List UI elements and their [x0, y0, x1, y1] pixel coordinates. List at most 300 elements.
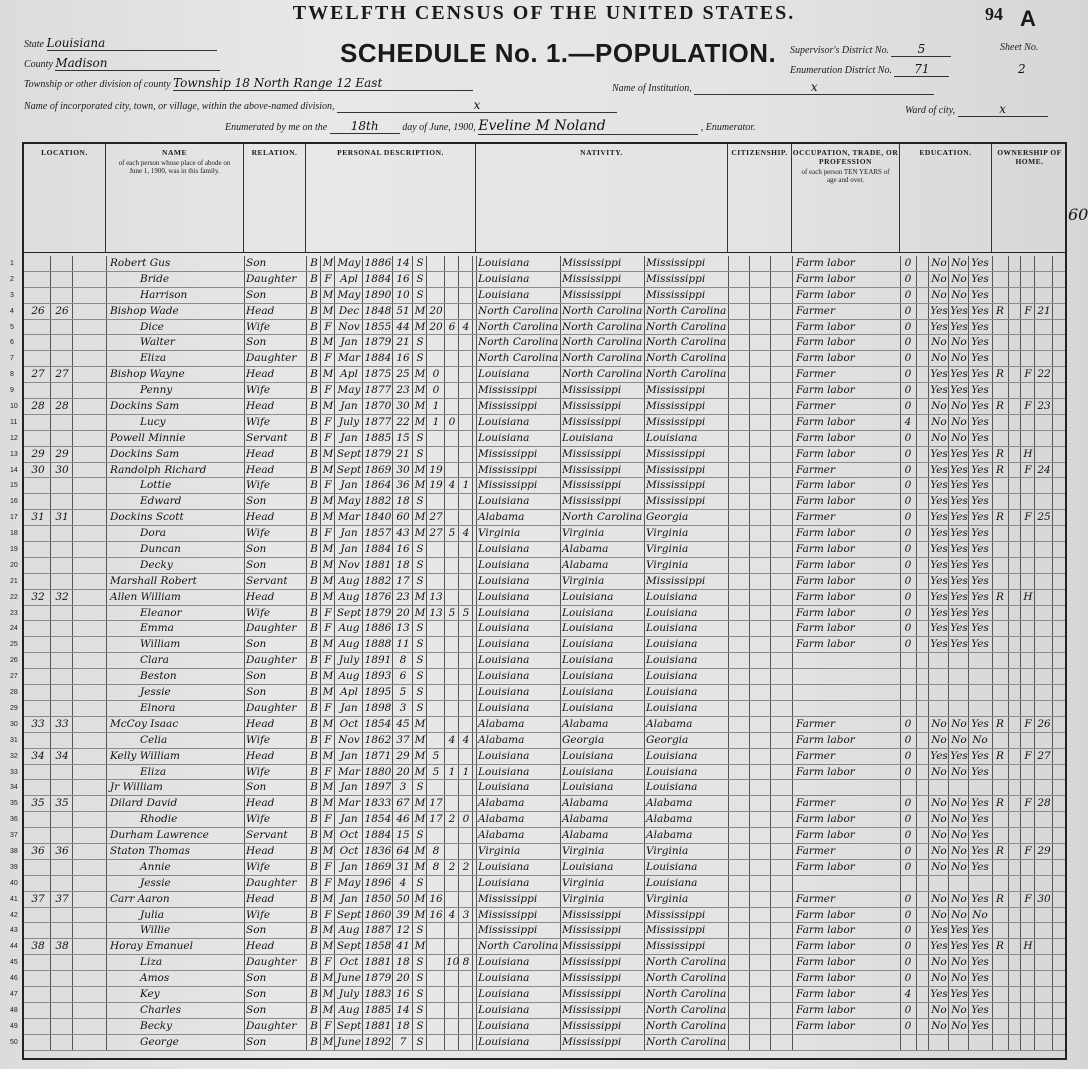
table-row — [10, 494, 1065, 510]
farm-schedule: 21 — [1037, 304, 1051, 317]
age: 6 — [399, 670, 407, 683]
farm-schedule — [1036, 558, 1052, 573]
dwelling-number: 29 — [31, 447, 45, 460]
birth-year: 1848 — [364, 304, 392, 317]
city-value: x — [337, 98, 617, 113]
family-number: 33 — [55, 717, 69, 730]
line-number: 12 — [10, 434, 18, 442]
birth-year: 1854 — [364, 813, 392, 826]
speaks-english: Yes — [971, 606, 989, 619]
birth-month: Jan — [340, 892, 358, 905]
owned-rented — [994, 765, 1006, 780]
table-row — [10, 288, 1065, 304]
birth-month: Jan — [340, 860, 358, 873]
years-married — [428, 1019, 444, 1034]
can-write: No — [951, 797, 967, 810]
person-name: Eleanor — [140, 606, 182, 619]
birth-month: Mar — [337, 765, 361, 778]
occupation: Farm labor — [796, 336, 855, 349]
months-unemployed: 0 — [904, 972, 912, 985]
father-birthplace: Mississippi — [562, 463, 622, 476]
birth-month: May — [337, 876, 361, 889]
dwelling-number — [28, 558, 48, 573]
owned-rented: R — [996, 717, 1004, 730]
years-married — [428, 685, 444, 700]
farm-schedule — [1036, 971, 1052, 986]
farm-or-house — [1022, 415, 1034, 430]
mother-birthplace: North Carolina — [646, 320, 727, 333]
speaks-english: Yes — [971, 765, 989, 778]
farm-or-house: F — [1024, 717, 1032, 730]
marital-status: M — [414, 892, 426, 905]
children-born — [446, 844, 458, 859]
birth-year: 1884 — [364, 352, 392, 365]
county-value: Madison — [55, 56, 220, 71]
color: B — [310, 400, 318, 413]
birth-month: Mar — [337, 511, 361, 524]
line-number: 31 — [10, 736, 18, 744]
dwelling-number — [28, 765, 48, 780]
children-living — [460, 415, 472, 430]
father-birthplace: Mississippi — [562, 940, 622, 953]
color: B — [310, 908, 318, 921]
can-write: No — [951, 733, 967, 746]
dwelling-number: 26 — [31, 304, 45, 317]
occupation: Farmer — [796, 368, 836, 381]
line-number: 8 — [10, 371, 14, 379]
marital-status: M — [414, 400, 426, 413]
state-line — [24, 36, 217, 51]
owned-rented — [994, 1035, 1006, 1050]
farm-or-house — [1022, 1035, 1034, 1050]
township-line — [24, 76, 473, 91]
age: 10 — [396, 288, 410, 301]
line-number: 20 — [10, 561, 18, 569]
years-married: 27 — [429, 527, 443, 540]
relation: Head — [246, 304, 275, 317]
farm-schedule — [1036, 765, 1052, 780]
ward-line — [905, 102, 1048, 117]
person-name: Bride — [140, 272, 170, 285]
children-living — [460, 653, 472, 668]
farm-or-house — [1022, 478, 1034, 493]
dwelling-number — [28, 415, 48, 430]
owned-rented — [994, 272, 1006, 287]
age: 41 — [396, 940, 410, 953]
sex: F — [324, 876, 332, 889]
person-name: Lottie — [140, 479, 172, 492]
birth-year: 1858 — [364, 940, 392, 953]
color: B — [310, 765, 318, 778]
birthplace: Virginia — [478, 844, 521, 857]
marital-status: M — [414, 844, 426, 857]
birth-year: 1871 — [364, 749, 392, 762]
age: 23 — [396, 590, 410, 603]
children-living — [460, 780, 472, 795]
farm-schedule — [1036, 876, 1052, 891]
color: B — [310, 431, 318, 444]
farm-schedule — [1036, 256, 1052, 271]
months-unemployed: 0 — [904, 352, 912, 365]
years-married: 5 — [432, 749, 440, 762]
marital-status: S — [416, 574, 424, 587]
farm-or-house — [1022, 320, 1034, 335]
speaks-english: Yes — [971, 956, 989, 969]
sex: M — [322, 797, 334, 810]
mother-birthplace: Louisiana — [646, 638, 698, 651]
census-table — [10, 142, 1067, 1060]
father-birthplace: Mississippi — [562, 400, 622, 413]
mother-birthplace: Mississippi — [646, 384, 706, 397]
col-education: EDUCATION. — [900, 144, 992, 252]
line-number: 45 — [10, 959, 18, 967]
birth-year: 1875 — [364, 368, 392, 381]
birthplace: Louisiana — [478, 956, 530, 969]
township-value: Township 18 North Range 12 East — [173, 76, 473, 91]
months-unemployed: 0 — [904, 844, 912, 857]
relation: Head — [246, 590, 275, 603]
years-married: 20 — [429, 304, 443, 317]
can-read: No — [931, 860, 947, 873]
family-number — [52, 621, 72, 636]
children-living — [460, 542, 472, 557]
father-birthplace: Louisiana — [562, 765, 614, 778]
birthplace: Louisiana — [478, 749, 530, 762]
father-birthplace: Louisiana — [562, 638, 614, 651]
birthplace: Mississippi — [478, 384, 538, 397]
birth-month: Jan — [340, 527, 358, 540]
occupation: Farm labor — [796, 431, 855, 444]
speaks-english — [970, 701, 990, 716]
mother-birthplace: North Carolina — [646, 972, 727, 985]
col-nativity: NATIVITY. — [476, 144, 728, 252]
sex: M — [322, 829, 334, 842]
occupation — [796, 701, 896, 716]
table-row — [10, 463, 1065, 479]
can-write: No — [951, 813, 967, 826]
birth-year: 1884 — [364, 272, 392, 285]
color: B — [310, 336, 318, 349]
birth-year: 1883 — [364, 987, 392, 1000]
farm-schedule: 24 — [1037, 463, 1051, 476]
mother-birthplace: Virginia — [646, 844, 689, 857]
speaks-english — [970, 876, 990, 891]
line-number: 46 — [10, 975, 18, 983]
person-name: Eliza — [140, 765, 167, 778]
dwelling-number — [28, 637, 48, 652]
mother-birthplace: Louisiana — [646, 654, 698, 667]
mother-birthplace: North Carolina — [646, 1019, 727, 1032]
farm-schedule — [1036, 1003, 1052, 1018]
institution-label: Name of Institution, — [612, 83, 692, 94]
father-birthplace: Louisiana — [562, 781, 614, 794]
marital-status: M — [414, 813, 426, 826]
children-born — [446, 669, 458, 684]
family-number — [52, 256, 72, 271]
relation: Son — [246, 257, 267, 269]
occupation: Farm labor — [796, 447, 855, 460]
person-name: Dockins Scott — [110, 511, 184, 524]
mother-birthplace: Louisiana — [646, 431, 698, 444]
line-number: 19 — [10, 546, 18, 554]
birth-month: July — [338, 654, 360, 667]
color: B — [310, 622, 318, 635]
children-living — [460, 304, 472, 319]
farm-or-house — [1022, 765, 1034, 780]
table-row — [10, 796, 1065, 812]
sex: M — [322, 781, 334, 794]
occupation: Farm labor — [796, 574, 855, 587]
years-married — [428, 971, 444, 986]
children-born — [446, 367, 458, 382]
months-unemployed — [902, 876, 914, 891]
father-birthplace: Alabama — [562, 543, 609, 556]
birth-year: 1876 — [364, 590, 392, 603]
sex: F — [324, 272, 332, 285]
father-birthplace: Mississippi — [562, 924, 622, 937]
father-birthplace: Mississippi — [562, 272, 622, 285]
line-number: 29 — [10, 704, 18, 712]
speaks-english: Yes — [971, 574, 989, 587]
birth-month: Jan — [340, 400, 358, 413]
speaks-english: Yes — [971, 860, 989, 873]
mother-birthplace: Alabama — [646, 717, 693, 730]
can-write: Yes — [950, 749, 968, 762]
person-name: Key — [140, 987, 160, 1000]
age: 50 — [396, 892, 410, 905]
person-name: Edward — [140, 495, 182, 508]
sex: F — [324, 860, 332, 873]
family-number — [52, 1035, 72, 1050]
birth-year: 1888 — [364, 638, 392, 651]
farm-schedule: 29 — [1037, 844, 1051, 857]
birth-year: 1897 — [364, 781, 392, 794]
line-number: 36 — [10, 816, 18, 824]
person-name: Becky — [140, 1019, 173, 1032]
birth-month: Jan — [340, 749, 358, 762]
marital-status: S — [416, 495, 424, 508]
father-birthplace: Mississippi — [562, 288, 622, 301]
family-number — [52, 574, 72, 589]
can-write — [950, 876, 968, 891]
age: 18 — [396, 558, 410, 571]
mother-birthplace: Louisiana — [646, 701, 698, 714]
relation: Head — [246, 447, 275, 460]
can-write: Yes — [950, 495, 968, 508]
occupation: Farmer — [796, 797, 836, 810]
can-write: Yes — [950, 511, 968, 524]
marital-status: S — [416, 956, 424, 969]
children-living — [460, 463, 472, 478]
owned-rented: R — [996, 463, 1004, 476]
dwelling-number: 28 — [31, 400, 45, 413]
county-line — [24, 56, 220, 71]
father-birthplace: Alabama — [562, 797, 609, 810]
table-row — [10, 701, 1065, 717]
children-born: 1 — [448, 765, 456, 778]
table-row — [10, 590, 1065, 606]
father-birthplace: Virginia — [562, 527, 605, 540]
speaks-english — [970, 1035, 990, 1050]
line-number: 11 — [10, 418, 18, 426]
years-married — [428, 621, 444, 636]
birthplace: Louisiana — [478, 1003, 530, 1016]
occupation: Farmer — [796, 749, 836, 762]
birthplace: Alabama — [478, 813, 525, 826]
owned-rented — [994, 415, 1006, 430]
age: 4 — [399, 876, 407, 889]
birthplace: Louisiana — [478, 876, 530, 889]
can-write: Yes — [950, 638, 968, 651]
can-read: Yes — [930, 511, 948, 524]
birth-year: 1881 — [364, 956, 392, 969]
dwelling-number: 38 — [31, 940, 45, 953]
family-number — [52, 733, 72, 748]
line-number: 27 — [10, 673, 18, 681]
col-occupation-sub: of each person TEN YEARS of age and over. — [801, 168, 890, 184]
sex: M — [322, 511, 334, 524]
marital-status: S — [416, 352, 424, 365]
birth-year: 1870 — [364, 400, 392, 413]
table-row — [10, 256, 1065, 272]
line-number: 42 — [10, 911, 18, 919]
occupation: Farm labor — [796, 558, 855, 571]
relation: Head — [246, 368, 275, 381]
table-row — [10, 717, 1065, 733]
sex: F — [324, 352, 332, 365]
age: 20 — [396, 972, 410, 985]
dwelling-number: 35 — [31, 797, 45, 810]
table-row — [10, 971, 1065, 987]
relation: Wife — [246, 606, 271, 619]
age: 20 — [396, 606, 410, 619]
birthplace: Mississippi — [478, 479, 538, 492]
age: 25 — [396, 368, 410, 381]
occupation — [796, 685, 896, 700]
children-born — [446, 558, 458, 573]
line-number: 22 — [10, 593, 18, 601]
age: 23 — [396, 384, 410, 397]
color: B — [310, 415, 318, 428]
birth-month: Oct — [339, 956, 359, 969]
family-number — [52, 860, 72, 875]
sheet-value: 2 — [1018, 62, 1026, 76]
birth-month: June — [337, 1035, 361, 1048]
children-living — [460, 939, 472, 954]
farm-or-house — [1022, 542, 1034, 557]
children-born — [446, 717, 458, 732]
children-born — [446, 542, 458, 557]
relation: Son — [246, 558, 267, 571]
census-rows — [10, 256, 1065, 1051]
children-born: 10 — [446, 956, 460, 969]
occupation: Farm labor — [796, 527, 855, 540]
speaks-english: Yes — [971, 749, 989, 762]
marital-status: M — [414, 415, 426, 428]
family-number — [52, 1019, 72, 1034]
can-read: No — [931, 415, 947, 428]
can-write: No — [951, 400, 967, 413]
months-unemployed — [902, 701, 914, 716]
marital-status: S — [416, 987, 424, 1000]
occupation: Farm labor — [796, 352, 855, 365]
line-number: 6 — [10, 339, 14, 347]
family-number — [52, 558, 72, 573]
person-name: Willie — [140, 924, 171, 937]
farm-schedule — [1036, 987, 1052, 1002]
page-number: 94 — [985, 4, 1003, 24]
farm-schedule — [1036, 923, 1052, 938]
farm-or-house: F — [1024, 892, 1032, 905]
age: 13 — [396, 622, 410, 635]
family-number — [52, 431, 72, 446]
children-living: 4 — [462, 320, 470, 333]
age: 30 — [396, 463, 410, 476]
can-write: No — [951, 352, 967, 365]
occupation: Farm labor — [796, 272, 855, 285]
table-row — [10, 955, 1065, 971]
birthplace: Louisiana — [478, 415, 530, 428]
sex: M — [322, 257, 334, 269]
schedule-title: SCHEDULE No. 1.—POPULATION. — [340, 38, 777, 68]
years-married — [428, 876, 444, 891]
birth-year: 1882 — [364, 574, 392, 587]
months-unemployed: 0 — [904, 495, 912, 508]
occupation: Farm labor — [796, 940, 855, 953]
months-unemployed: 0 — [904, 765, 912, 778]
color: B — [310, 511, 318, 524]
owned-rented: R — [996, 749, 1004, 762]
years-married — [428, 542, 444, 557]
person-name: Dice — [140, 320, 164, 333]
mother-birthplace: Mississippi — [646, 463, 706, 476]
farm-or-house — [1022, 574, 1034, 589]
marital-status: M — [414, 908, 426, 921]
months-unemployed: 0 — [904, 717, 912, 730]
owned-rented — [994, 828, 1006, 843]
can-read — [930, 876, 948, 891]
children-living: 4 — [462, 733, 470, 746]
farm-or-house: H — [1023, 447, 1033, 460]
farm-or-house — [1022, 860, 1034, 875]
birthplace: Louisiana — [478, 781, 530, 794]
years-married: 1 — [432, 400, 440, 413]
mother-birthplace: North Carolina — [646, 987, 727, 1000]
birthplace: Louisiana — [478, 495, 530, 508]
can-write: No — [951, 860, 967, 873]
sex: M — [322, 336, 334, 349]
farm-schedule — [1036, 272, 1052, 287]
farm-schedule — [1036, 351, 1052, 366]
table-row — [10, 351, 1065, 367]
age: 7 — [399, 1035, 407, 1048]
children-born — [446, 574, 458, 589]
months-unemployed: 0 — [904, 511, 912, 524]
can-read — [930, 669, 948, 684]
speaks-english: Yes — [971, 384, 989, 397]
birth-month: Jan — [340, 479, 358, 492]
dwelling-number — [28, 828, 48, 843]
occupation — [796, 780, 896, 795]
owned-rented — [994, 701, 1006, 716]
owned-rented — [994, 637, 1006, 652]
speaks-english: Yes — [971, 304, 989, 317]
years-married — [428, 637, 444, 652]
years-married — [428, 1035, 444, 1050]
can-read: No — [931, 257, 947, 269]
enumerated-line — [225, 118, 756, 135]
children-living: 3 — [462, 908, 470, 921]
